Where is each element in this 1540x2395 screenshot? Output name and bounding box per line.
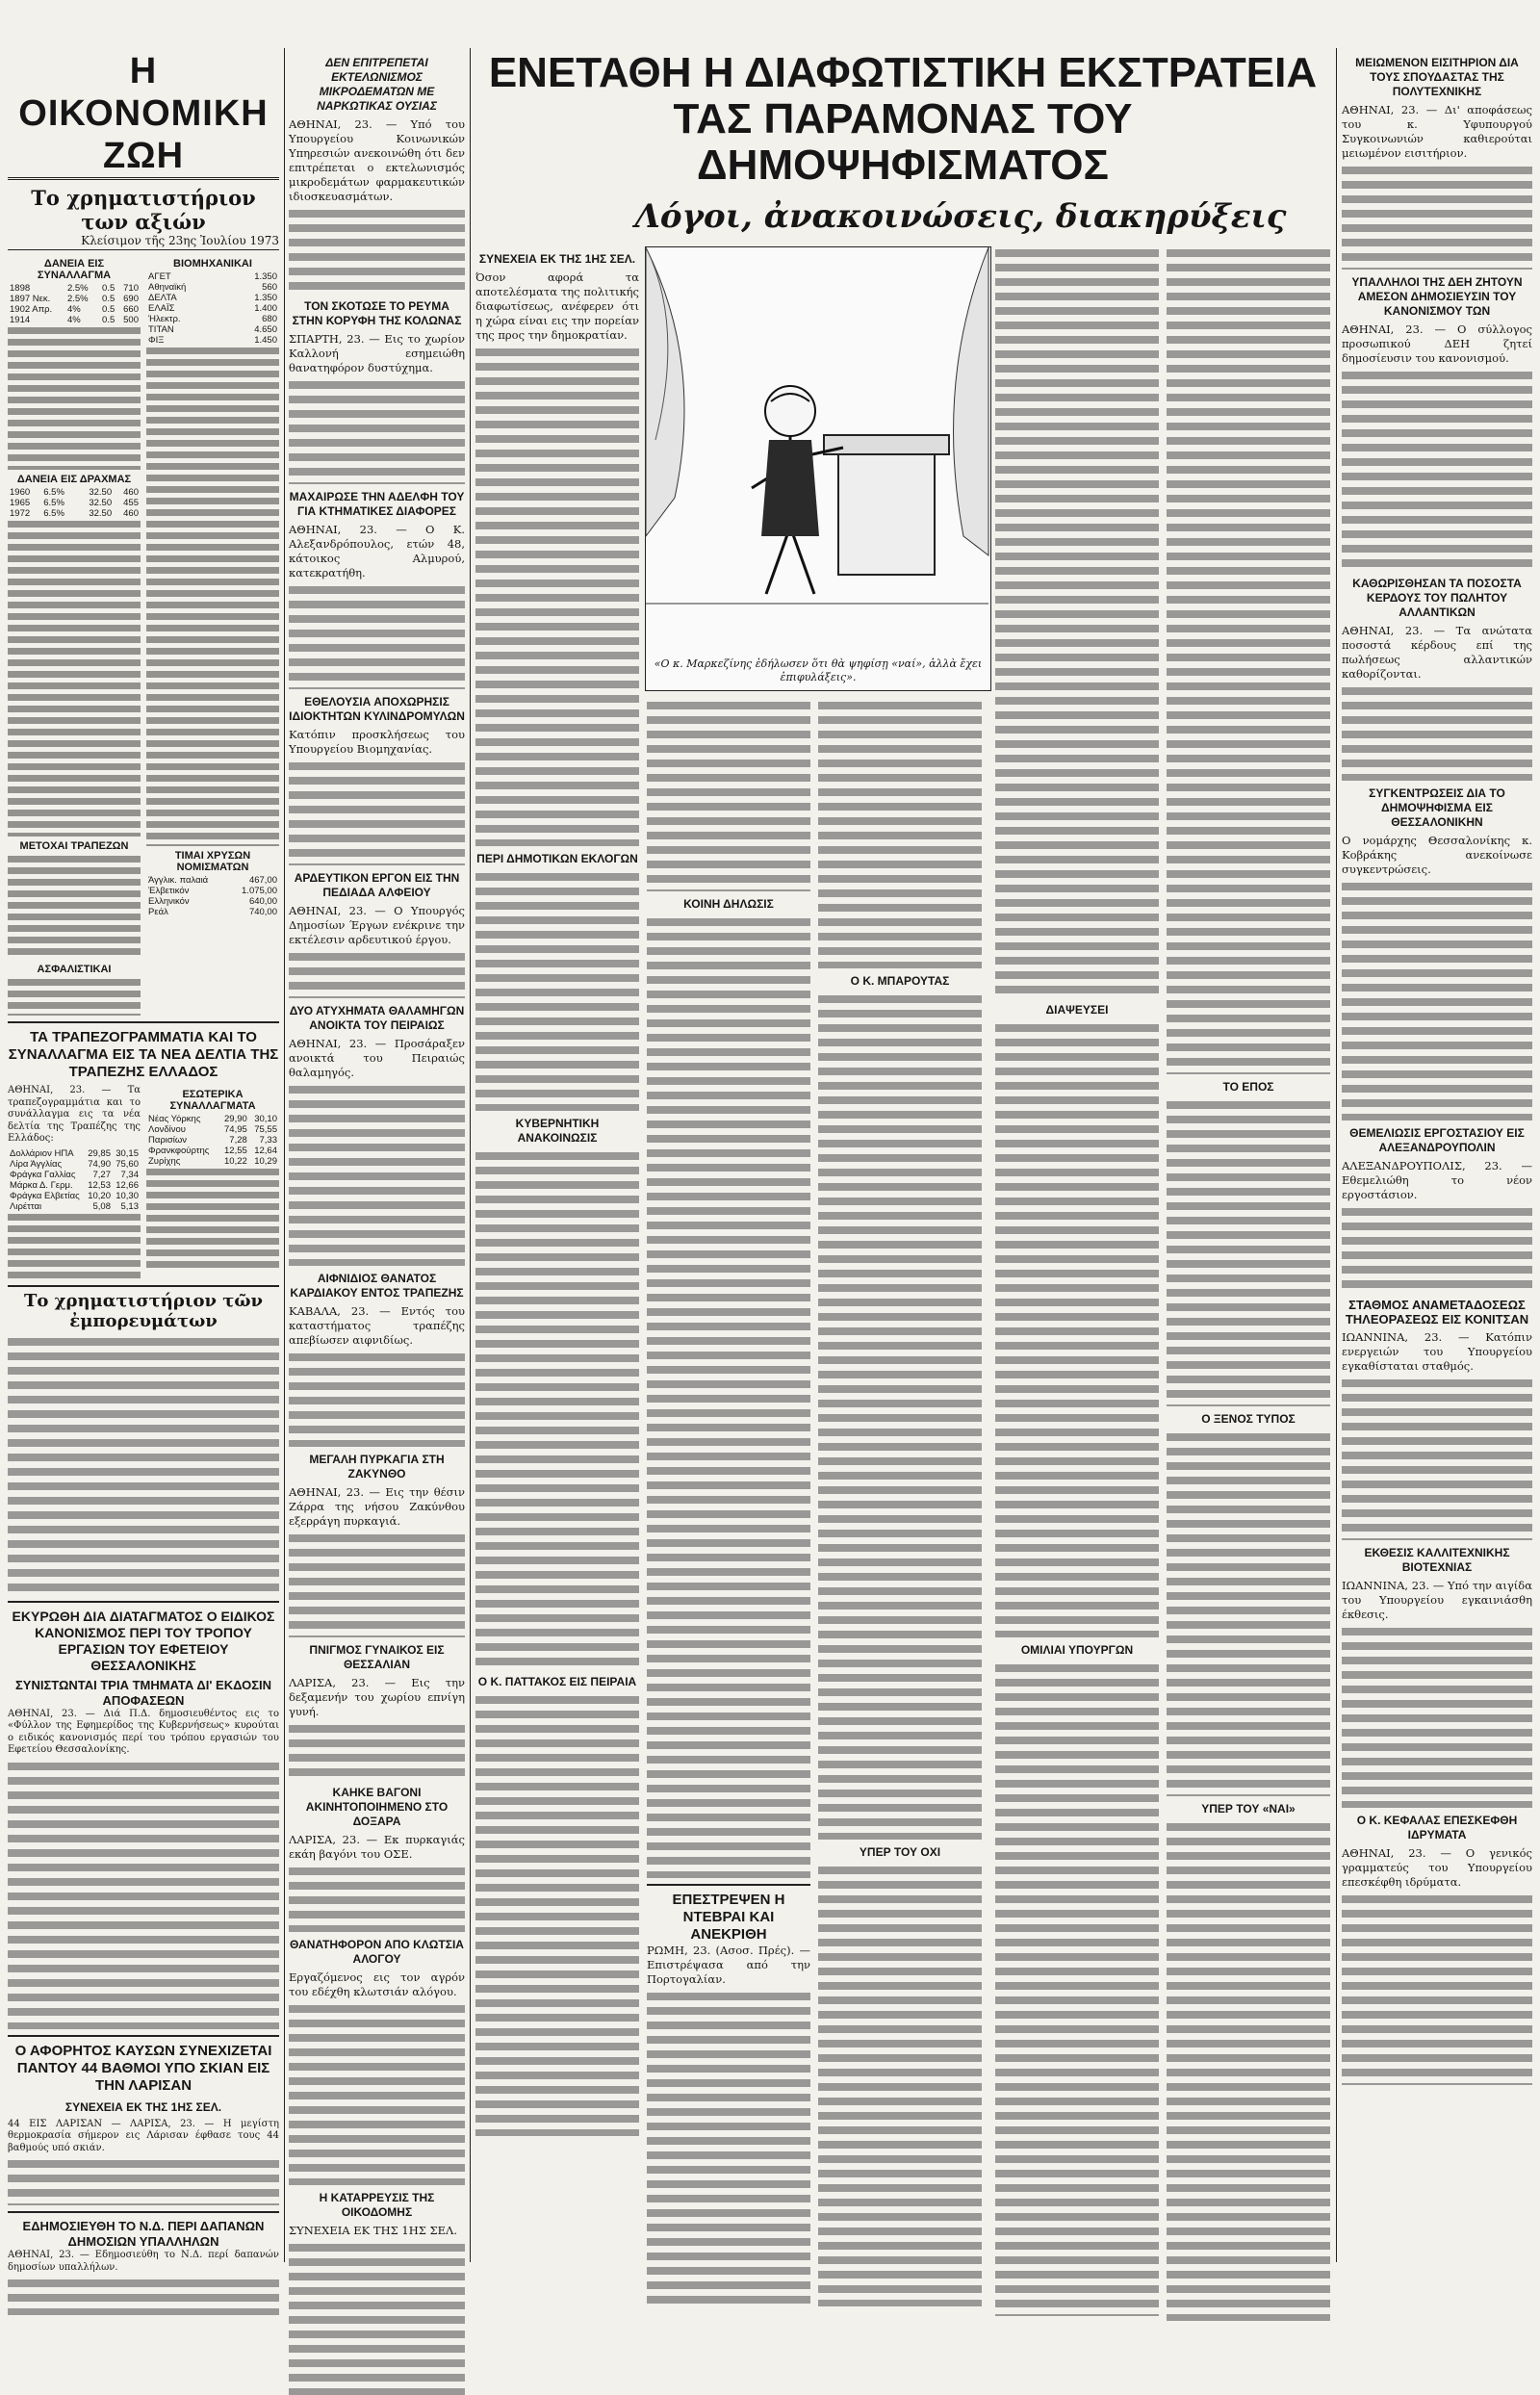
story-headline: ΕΚΥΡΩΘΗ ΔΙΑ ΔΙΑΤΑΓΜΑΤΟΣ Ο ΕΙΔΙΚΟΣ ΚΑΝΟΝΙΣΜΟΣ ΠΕΡΙ ΤΟΥ ΤΡΟΠΟΥ ΕΡΓΑΣΙΩΝ ΤΟΥ ΕΦΕΤΕΙΟΥ ΘΕΣΣΑΛΟΝΙΚΗΣ [12,1608,275,1673]
main-text-block [1167,1098,1330,1406]
main-headline-line2: ΤΑΣ ΠΑΡΑΜΟΝΑΣ ΤΟΥ ΔΗΜΟΨΗΦΙΣΜΑΤΟΣ [673,95,1133,189]
main-text-block [1167,246,1330,1074]
story-lead: ΑΘΗΝΑΙ, 23. — Εδημοσιεύθη το Ν.Δ. περί δαπανών δημοσίων υπαλλήλων. [8,2250,279,2273]
story-subhead: ΣΥΝΙΣΤΩΝΤΑΙ ΤΡΙΑ ΤΜΗΜΑΤΑ ΔΙ' ΕΚΔΟΣΙΝ ΑΠΟΦΑΣΕΩΝ [14,1677,272,1708]
story-lead: Κατόπιν προσκλήσεως του Υπουργείου Βιομηχανίας. [289,728,465,756]
table-row: Ρεάλ 740,00 [148,907,277,917]
table-row: 1914 4% 0.5 500 [10,315,139,325]
section-heading: ΥΠΕΡ ΤΟΥ ΟΧΙ [859,1845,941,1859]
table-row: ΕΛΑΪΣ 1.400 [148,303,277,314]
industrial-title: ΒΙΟΜΗΧΑΝΙΚΑΙ [173,258,252,270]
story-lead: ΑΘΗΝΑΙ, 23. — Υπό του Υπουργείου Κοινωνικών Υπηρεσιών ανεκοινώθη ότι δεν επιτρέπεται ο εκτελωνισμός μικροδεμάτων φαρμακευτικών ιδιοσκευασμάτων. [289,117,465,203]
story-headline: ΠΝΙΓΜΟΣ ΓΥΝΑΙΚΟΣ ΕΙΣ ΘΕΣΣΑΛΙΑΝ [309,1643,445,1671]
story-headline: ΜΑΧΑΙΡΩΣΕ ΤΗΝ ΑΔΕΛΦΗ ΤΟΥ ΓΙΑ ΚΤΗΜΑΤΙΚΕΣ ΔΙΑΦΟΡΕΣ [289,490,465,518]
table-row: Παρισίων 7,28 7,33 [148,1135,277,1146]
bourse-title: Το χρηματιστήριον των αξιών [31,186,256,234]
main-text-block [1167,1430,1330,1796]
story-headline: ΘΑΝΑΤΗΦΟΡΟΝ ΑΠΟ ΚΛΩΤΣΙΑ ΑΛΟΓΟΥ [290,1938,464,1966]
story-headline: ΑΙΦΝΙΔΙΟΣ ΘΑΝΑΤΟΣ ΚΑΡΔΙΑΚΟΥ ΕΝΤΟΣ ΤΡΑΠΕΖΗΣ [290,1272,464,1300]
main-text-block [818,699,982,968]
gold-coins-title: ΤΙΜΑΙ ΧΡΥΣΩΝ ΝΟΜΙΣΜΑΤΩΝ [174,850,251,873]
main-text-block [475,346,639,846]
table-row: Λιρέτται 5,08 5,13 [10,1200,139,1212]
table-row: Δολλάριον ΗΠΑ 29,85 30,15 [10,1147,139,1159]
column-rule [284,48,285,2262]
table-filler [8,977,141,1016]
story-lead: ΣΥΝΕΧΕΙΑ ΕΚ ΤΗΣ 1ΗΣ ΣΕΛ. [289,2224,458,2237]
story-text-block [289,1351,465,1447]
story-lead: ΑΘΗΝΑΙ, 23. — Εις την θέσιν Ζάρρα της νήσου Ζακύνθου εξερράγη πυρκαγιά. [289,1485,465,1528]
table-row: Μάρκα Δ. Γερμ. 12,53 12,66 [10,1179,139,1191]
story-lead: ΑΛΕΞΑΝΔΡΟΥΠΟΛΙΣ, 23. — Εθεμελιώθη το νέον εργοστάσιον. [1342,1159,1532,1201]
fx-loans-table [8,283,141,325]
main-text-block [647,1990,810,2307]
drachma-loans-table [8,487,141,519]
main-text-block [1167,1820,1330,2321]
section-heading: ΚΥΒΕΡΝΗΤΙΚΗ ΑΝΑΚΟΙΝΩΣΙΣ [515,1117,600,1145]
main-text-block [995,1021,1159,1637]
table-row: 1972 6.5% 32.50 460 [10,508,139,519]
story-lead: ΑΘΗΝΑΙ, 23. — Ο σύλλογος προσωπικού ΔΕΗ ζητεί δημοσίευσιν του κανονισμού. [1342,322,1532,365]
story-headline: ΘΕΜΕΛΙΩΣΙΣ ΕΡΓΟΣΤΑΣΙΟΥ ΕΙΣ ΑΛΕΞΑΝΔΡΟΥΠΟΛΙΝ [1349,1126,1525,1154]
financial-column [8,50,279,2273]
story-headline: ΜΕΙΩΜΕΝΟΝ ΕΙΣΙΤΗΡΙΟΝ ΔΙΑ ΤΟΥΣ ΣΠΟΥΔΑΣΤΑΣ ΤΗΣ ΠΟΛΥΤΕΧΝΙΚΗΣ [1355,56,1519,98]
main-story [475,50,1330,2260]
story-text-block [1342,880,1532,1120]
industrial-column [146,254,279,1016]
column-rule [470,48,471,2262]
story-lead: ΑΘΗΝΑΙ, 23. — Τα ανώτατα ποσοστά κέρδους επί της πωλήσεως αλλαντικών καθορίζονται. [1342,624,1532,681]
story-text-block [289,760,465,865]
main-text-block [995,246,1159,997]
section-heading: ΥΠΕΡ ΤΟΥ «ΝΑΙ» [1201,1802,1296,1816]
main-text-column [995,246,1159,2345]
story-lead: 44 ΕΙΣ ΛΑΡΙΣΑΝ — ΛΑΡΙΣΑ, 23. — Η μεγίστη θερμοκρασία σήμερον εις Λάρισαν έφθασε τους 44 βαθμούς υπό σκιάν. [8,2118,279,2153]
story-headline: Ο ΑΦΟΡΗΤΟΣ ΚΑΥΣΩΝ ΣΥΝΕΧΙΖΕΤΑΙ ΠΑΝΤΟΥ 44 ΒΑΘΜΟΙ ΥΠΟ ΣΚΙΑΝ ΕΙΣ ΤΗΝ ΛΑΡΙΣΑΝ [14,2042,272,2094]
story-text-block [289,583,465,689]
story-text-block [1342,1377,1532,1540]
story-text-block [1342,1205,1532,1292]
table-row: ΔΕΛΤΑ 1.350 [148,293,277,303]
table-row: ΦΙΞ 1.450 [148,335,277,346]
main-text-column [818,699,982,2335]
story-text-block [289,950,465,998]
section-heading: ΠΕΡΙ ΔΗΜΟΤΙΚΩΝ ΕΚΛΟΓΩΝ [476,852,638,865]
commodity-text-block [8,1335,279,1595]
story-lead: ΑΘΗΝΑΙ, 23. — Ο γενικός γραμματεύς του Υπουργείου επεσκέφθη ιδρύματα. [1342,1846,1532,1889]
table-filler [146,1167,279,1273]
gold-coins-table [146,875,279,917]
story-headline: ΕΘΕΛΟΥΣΙΑ ΑΠΟΧΩΡΗΣΙΣ ΙΔΙΟΚΤΗΤΩΝ ΚΥΛΙΝΔΡΟΜΥΛΩΝ [289,695,465,723]
section-rule [8,1021,279,1023]
table-row: 1902 Απρ. 4% 0.5 660 [10,304,139,315]
masthead-title: Η ΟΙΚΟΝΟΜΙΚΗ ΖΩΗ [8,50,279,180]
cartoon-illustration [645,246,991,691]
commodity-title: Το χρηματιστήριον τῶν ἐμπορευμάτων [8,1285,279,1331]
story-text-block [289,1532,465,1637]
story-lead: ΙΩΑΝΝΙΝΑ, 23. — Κατόπιν ενεργειών του Υπουργείου εγκαθίσταται σταθμός. [1342,1330,1532,1373]
story-text-block [289,207,465,294]
story-headline: ΣΥΓΚΕΝΤΡΩΣΕΙΣ ΔΙΑ ΤΟ ΔΗΜΟΨΗΦΙΣΜΑ ΕΙΣ ΘΕΣΣΑΛΟΝΙΚΗΝ [1369,786,1505,829]
story-box-headline: ΕΠΕΣΤΡΕΨΕΝ Η ΝΤΕΒΡΑΙ ΚΑΙ ΑΝΕΚΡΙΘΗ [672,1892,785,1943]
story-text-block [289,1865,465,1932]
table-row: Φράγκα Γαλλίας 7,27 7,34 [10,1169,139,1180]
story-headline: ΜΕΓΑΛΗ ΠΥΡΚΑΓΙΑ ΣΤΗ ΖΑΚΥΝΘΟ [309,1453,445,1481]
loans-column [8,254,141,1016]
story-headline: ΥΠΑΛΛΗΛΟΙ ΤΗΣ ΔΕΗ ΖΗΤΟΥΝ ΑΜΕΣΟΝ ΔΗΜΟΣΙΕΥΣΙΝ ΤΟΥ ΚΑΝΟΝΙΣΜΟΥ ΤΩΝ [1351,275,1523,318]
story-headline: Η ΚΑΤΑΡΡΕΥΣΙΣ ΤΗΣ ΟΙΚΟΔΟΜΗΣ [319,2191,435,2219]
table-row: 1960 6.5% 32.50 460 [10,487,139,498]
drachma-loans-title: ΔΑΝΕΙΑ ΕΙΣ ΔΡΑΧΜΑΣ [16,474,132,485]
table-filler [8,325,141,470]
story-headline: ΚΑΘΩΡΙΣΘΗΣΑΝ ΤΑ ΠΟΣΟΣΤΑ ΚΕΡΔΟΥΣ ΤΟΥ ΠΩΛΗΤΟΥ ΑΛΛΑΝΤΙΚΩΝ [1352,577,1522,619]
story-headline: ΑΡΔΕΥΤΙΚΟΝ ΕΡΓΟΝ ΕΙΣ ΤΗΝ ΠΕΔΙΑΔΑ ΑΛΦΕΙΟΥ [294,871,460,899]
cartoon-drawing [646,247,988,652]
story-lead: ΣΠΑΡΤΗ, 23. — Εις το χωρίον Καλλονή εσημειώθη θανατηφόρον δυστύχημα. [289,332,465,374]
story-text-block [1342,1625,1532,1808]
story-text-block [289,2002,465,2185]
story-text-block [1342,1893,1532,2085]
section-rule [8,2211,279,2213]
table-row: Φρανκφούρτης 12,55 12,64 [148,1146,277,1156]
banks-fx-dateline: ΑΘΗΝΑΙ, 23. — Τα τραπεζογραμμάτια και το συνάλλαγμα εις τα νέα δελτία της Τραπέζης της Ελλάδος: [8,1085,141,1144]
continuation-label: ΣΥΝΕΧΕΙΑ ΕΚ ΤΗΣ 1ΗΣ ΣΕΛ. [478,252,636,266]
section-heading: Ο Κ. ΜΠΑΡΟΥΤΑΣ [850,974,950,988]
right-briefs-column [1342,50,1532,2260]
section-heading: ΚΟΙΝΗ ΔΗΛΩΣΙΣ [683,897,774,911]
table-row: ΑΓΕΤ 1.350 [148,271,277,282]
story-lead: ΛΑΡΙΣΑ, 23. — Εις την δεξαμενήν του χωρίου επνίγη γυνή. [289,1676,465,1718]
main-subheadline: Λόγοι, ἀνακοινώσεις, διακηρύξεις [634,197,1287,236]
industrial-table [146,271,279,346]
table-filler [8,1212,141,1279]
section-heading: ΤΟ ΕΠΟΣ [1222,1080,1274,1094]
table-row: Ήλεκτρ. 680 [148,314,277,324]
story-headline: ΣΤΑΘΜΟΣ ΑΝΑΜΕΤΑΔΟΣΕΩΣ ΤΗΛΕΟΡΑΣΕΩΣ ΕΙΣ ΚΟΝΙΤΣΑΝ [1345,1298,1529,1326]
news-briefs-column [289,50,465,2260]
bank-shares-title: ΜΕΤΟΧΑΙ ΤΡΑΠΕΖΩΝ [19,840,129,852]
main-text-column [647,699,810,2335]
main-text-block [475,1149,639,1669]
story-lead: ΑΘΗΝΑΙ, 23. — Διά Π.Δ. δημοσιευθέντος εις το «Φύλλον της Εφημερίδος της Κυβερνήσεως» κυρούται ο ειδικός κανονισμός περί του τρόπου εργασιών του Εφετείου Θεσσαλονίκης. [8,1708,279,1755]
story-text-block [1342,164,1532,270]
story-lead: Εργαζόμενος εις τον αγρόν του εδέχθη κλωτσιάν αλόγου. [289,1970,465,1998]
story-headline: ΕΔΗΜΟΣΙΕΥΘΗ ΤΟ Ν.Δ. ΠΕΡΙ ΔΑΠΑΝΩΝ ΔΗΜΟΣΙΩΝ ΥΠΑΛΛΗΛΩΝ [22,2219,265,2249]
story-headline: Ο Κ. ΚΕΦΑΛΑΣ ΕΠΕΣΚΕΦΘΗ ΙΔΡΥΜΑΤΑ [1356,1814,1518,1841]
table-row: Άγγλικ. παλαιά 467,00 [148,875,277,886]
section-heading: Ο Κ. ΠΑΤΤΑΚΟΣ ΕΙΣ ΠΕΙΡΑΙΑ [477,1675,637,1688]
main-text-block [818,1864,982,2306]
table-row: Ελληνικόν 640,00 [148,896,277,907]
main-text-block [818,992,982,1840]
bourse-closing-date: Κλείσιμον τῆς 23ης Ἰουλίου 1973 [8,234,279,250]
story-lead: ΙΩΑΝΝΙΝΑ, 23. — Υπό την αιγίδα του Υπουργείου εγκαινιάσθη έκθεσις. [1342,1579,1532,1621]
table-filler [8,519,141,837]
table-row: Νέας Υόρκης 29,90 30,10 [148,1114,277,1124]
story-headline: ΔΥΟ ΑΤΥΧΗΜΑΤΑ ΘΑΛΑΜΗΓΩΝ ΑΝΟΙΚΤΑ ΤΟΥ ΠΕΙΡΑΙΩΣ [289,1004,465,1032]
main-text-block [475,870,639,1111]
main-text-block [647,699,810,891]
story-lead: Ο νομάρχης Θεσσαλονίκης κ. Κοβράκης ανεκοίνωσε συγκεντρώσεις. [1342,834,1532,876]
banks-fx-headline: ΤΑ ΤΡΑΠΕΖΟΓΡΑΜΜΑΤΙΑ ΚΑΙ ΤΟ ΣΥΝΑΛΛΑΓΜΑ ΕΙΣ ΤΑ ΝΕΑ ΔΕΛΤΙΑ ΤΗΣ ΤΡΑΠΕΖΗΣ ΕΛΛΑΔΟΣ [8,1029,279,1080]
section-rule [8,1601,279,1603]
main-headline-line1: ΕΝΕΤΑΘΗ Η ΔΙΑΦΩΤΙΣΤΙΚΗ ΕΚΣΤΡΑΤΕΙΑ [488,49,1318,96]
table-row: Φράγκα Ελβετίας 10,20 10,30 [10,1190,139,1201]
table-row: 1897 Νεκ. 2.5% 0.5 690 [10,294,139,304]
story-box-lead: ΡΩΜΗ, 23. (Ασοσ. Πρές). — Επιστρέψασα από την Πορτογαλίαν. [647,1944,810,1986]
table-filler [8,854,141,960]
story-text-block [8,2277,279,2315]
story-headline: ΔΕΝ ΕΠΙΤΡΕΠΕΤΑΙ ΕΚΤΕΛΩΝΙΣΜΟΣ ΜΙΚΡΟΔΕΜΑΤΩΝ ΜΕ ΝΑΡΚΩΤΙΚΑΣ ΟΥΣΙΑΣ [317,56,437,113]
table-row: Αθηναϊκή 560 [148,282,277,293]
table-row: 1898 2.5% 0.5 710 [10,283,139,294]
main-text-block [995,1661,1159,2316]
main-text-column [1167,246,1330,2345]
story-text-block [289,1722,465,1780]
story-text-block [1342,369,1532,571]
column-rule [1336,48,1337,2262]
fx-loans-title: ΔΑΝΕΙΑ ΕΙΣ ΣΥΝΑΛΛΑΓΜΑ [37,258,112,281]
story-lead: ΛΑΡΙΣΑ, 23. — Εκ πυρκαγιάς εκάη βαγόνι του ΟΣΕ. [289,1833,465,1861]
story-lead: ΑΘΗΝΑΙ, 23. — Δι' αποφάσεως του κ. Υφυπουργού Συγκοινωνιών καθιερούται μειωμένον εισιτήριον. [1342,103,1532,160]
main-text-column [475,246,639,2345]
section-heading: Ο ΞΕΝΟΣ ΤΥΠΟΣ [1201,1412,1296,1426]
story-lead: ΑΘΗΝΑΙ, 23. — Ο Υπουργός Δημοσίων Έργων ενέκρινε την εκτέλεσιν αρδευτικού έργου. [289,904,465,946]
main-lead: Όσον αφορά τα αποτελέσματα της πολιτικής διαφωτίσεως, ανέφερεν ότι η χώρα είναι εις την πορείαν της προς την δημοκρατίαν. [475,270,639,342]
section-rule [8,2035,279,2037]
currency-table [146,1114,279,1167]
insurance-title: ΑΣΦΑΛΙΣΤΙΚΑΙ [37,964,112,975]
table-row: ΤΙΤΑΝ 4.650 [148,324,277,335]
story-lead: ΑΘΗΝΑΙ, 23. — Ο Κ. Αλεξανδρόπουλος, ετών 48, κάτοικος Αλμυρού, κατεκρατήθη. [289,523,465,579]
story-text-block [8,1760,279,2029]
story-headline: ΚΑΗΚΕ ΒΑΓΟΝΙ ΑΚΙΝΗΤΟΠΟΙΗΜΕΝΟ ΣΤΟ ΔΟΞΑΡΑ [305,1786,449,1828]
story-headline: ΕΚΘΕΣΙΣ ΚΑΛΛΙΤΕΧΝΙΚΗΣ ΒΙΟΤΕΧΝΙΑΣ [1364,1546,1510,1574]
table-filler [146,346,279,846]
table-row: Λίρα Άγγλίας 74,90 75,60 [10,1158,139,1170]
story-subhead: ΣΥΝΕΧΕΙΑ ΕΚ ΤΗΣ 1ΗΣ ΣΕΛ. [64,2099,222,2114]
story-lead: ΑΘΗΝΑΙ, 23. — Προσάραξεν ανοικτά του Πειραιώς θαλαμηγός. [289,1037,465,1079]
story-text-block [1342,684,1532,781]
section-rule [647,1884,810,1886]
table-row: Λονδίνου 74,95 75,55 [148,1124,277,1135]
section-heading: ΔΙΑΨΕΥΣΕΙ [1045,1003,1109,1017]
story-headline: ΤΟΝ ΣΚΟΤΩΣΕ ΤΟ ΡΕΥΜΑ ΣΤΗΝ ΚΟΡΥΦΗ ΤΗΣ ΚΟΛΩΝΑΣ [292,299,462,327]
table-row: Ζυρίχης 10,22 10,29 [148,1156,277,1167]
story-lead: ΚΑΒΑΛΑ, 23. — Εντός του καταστήματος τραπέζης απεβίωσεν αιφνιδίως. [289,1304,465,1347]
section-heading: ΟΜΙΛΙΑΙ ΥΠΟΥΡΓΩΝ [1020,1643,1134,1657]
story-text-block [8,2157,279,2205]
table-row: Έλβετικόν 1.075,00 [148,886,277,896]
main-text-block [475,1693,639,2136]
cartoon-caption: «Ο κ. Μαρκεζίνης ἐδήλωσεν ὅτι θὰ ψηφίσῃ «ναί», ἀλλὰ ἔχει ἐπιφυλάξεις». [654,657,983,683]
table-row: 1965 6.5% 32.50 455 [10,498,139,508]
main-text-block [647,915,810,1878]
currency-table-title: ΕΣΩΤΕΡΙΚΑ ΣΥΝΑΛΛΑΓΜΑΤΑ [169,1089,256,1112]
story-text-block [289,1083,465,1266]
story-text-block [289,378,465,484]
story-text-block [289,2241,465,2395]
banknotes-table [8,1148,141,1212]
